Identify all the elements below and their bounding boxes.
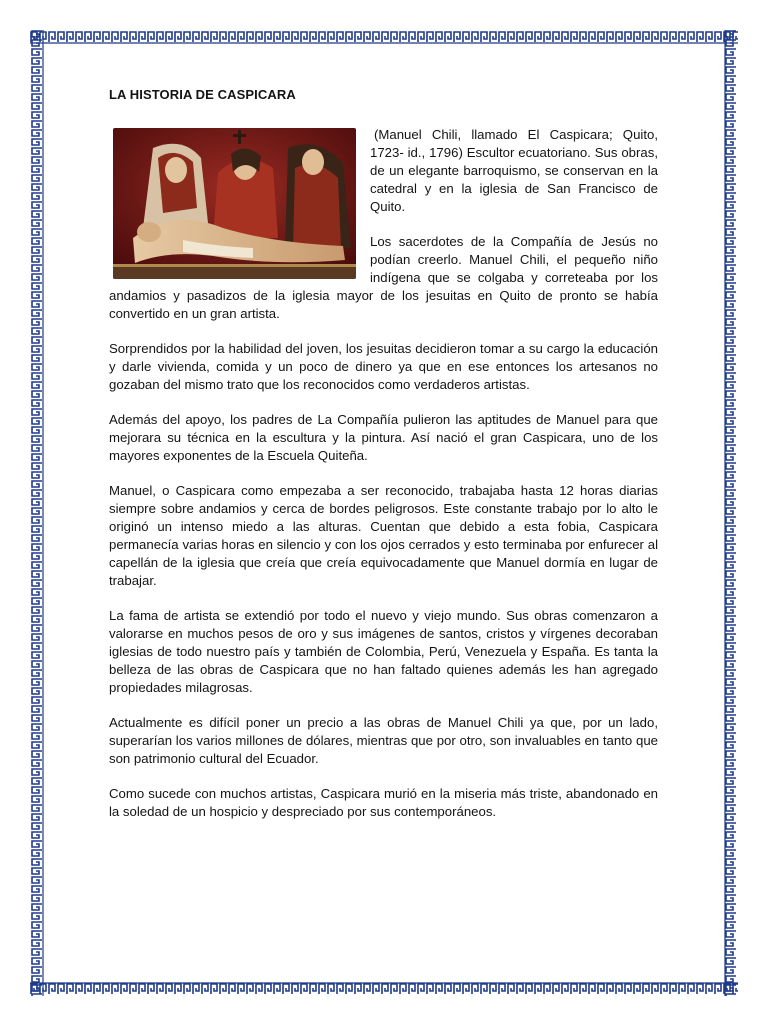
paragraph: Sorprendidos por la habilidad del joven, los jesuitas decidieron tomar a su cargo la educación y darle vivienda, comida y un poco de dinero ya que en ese entonces los artesanos no gozaban del mismo trato que los reconocidos como verdaderos artistas.: [109, 341, 658, 392]
document-title: LA HISTORIA DE CASPICARA: [109, 87, 296, 102]
border-right: [724, 30, 738, 996]
paragraph: (Manuel Chili, llamado El Caspicara; Quito, 1723- id., 1796) Escultor ecuatoriano. Sus obras, de un elegante barroquismo, se conservan en la catedral y en la iglesia de San Francisco de Quito.: [370, 127, 658, 214]
paragraph: Actualmente es difícil poner un precio a las obras de Manuel Chili ya que, por un lado, superarían los varios millones de dólares, mientras que por otro, son invaluables en tanto que son patrimonio cultural del Ecuador.: [109, 715, 658, 766]
document-body: [109, 86, 658, 838]
paragraph: Como sucede con muchos artistas, Caspicara murió en la miseria más triste, abandonado en la soledad de un hospicio y despreciado por sus contemporáneos.: [109, 786, 658, 819]
border-top: [30, 30, 738, 44]
border-bottom: [30, 982, 738, 996]
paragraph: Además del apoyo, los padres de La Compañía pulieron las aptitudes de Manuel para que mejorara su técnica en la escultura y la pintura. Así nació el gran Caspicara, uno de los mayores exponentes de la Escuela Quiteña.: [109, 412, 658, 463]
pieta-sculpture-image: [113, 128, 356, 279]
paragraph: Los sacerdotes de la Compañía de Jesús no podían creerlo. Manuel Chili, el pequeño niño indígena que se colgaba y correteaba por los andamios y pasadizos de la iglesia mayor de los jesuitas en Quito de pronto se había convertido en un gran artista.: [109, 234, 658, 321]
paragraph: Manuel, o Caspicara como empezaba a ser reconocido, trabajaba hasta 12 horas diarias siempre sobre andamios y cerca de bordes peligrosos. Este constante trabajo por lo alto le originó un intenso miedo a las alturas. Cuentan que debido a esta fobia, Caspicara permanecía varias horas en silencio y con los ojos cerrados y esto terminaba por enfurecer al capellán de la iglesia que creía que creía equivocadamente que Manuel dormía en lugar de trabajar.: [109, 483, 658, 588]
border-left: [30, 30, 44, 996]
paragraph: La fama de artista se extendió por todo el nuevo y viejo mundo. Sus obras comenzaron a valorarse en muchos pesos de oro y sus imágenes de santos, cristos y vírgenes decoraban iglesias de todo nuestro país y también de Colombia, Perú, Venezuela y España. Es tanta la belleza de las obras de Caspicara que no han faltado quienes además les han agregado propiedades milagrosas.: [109, 608, 658, 695]
